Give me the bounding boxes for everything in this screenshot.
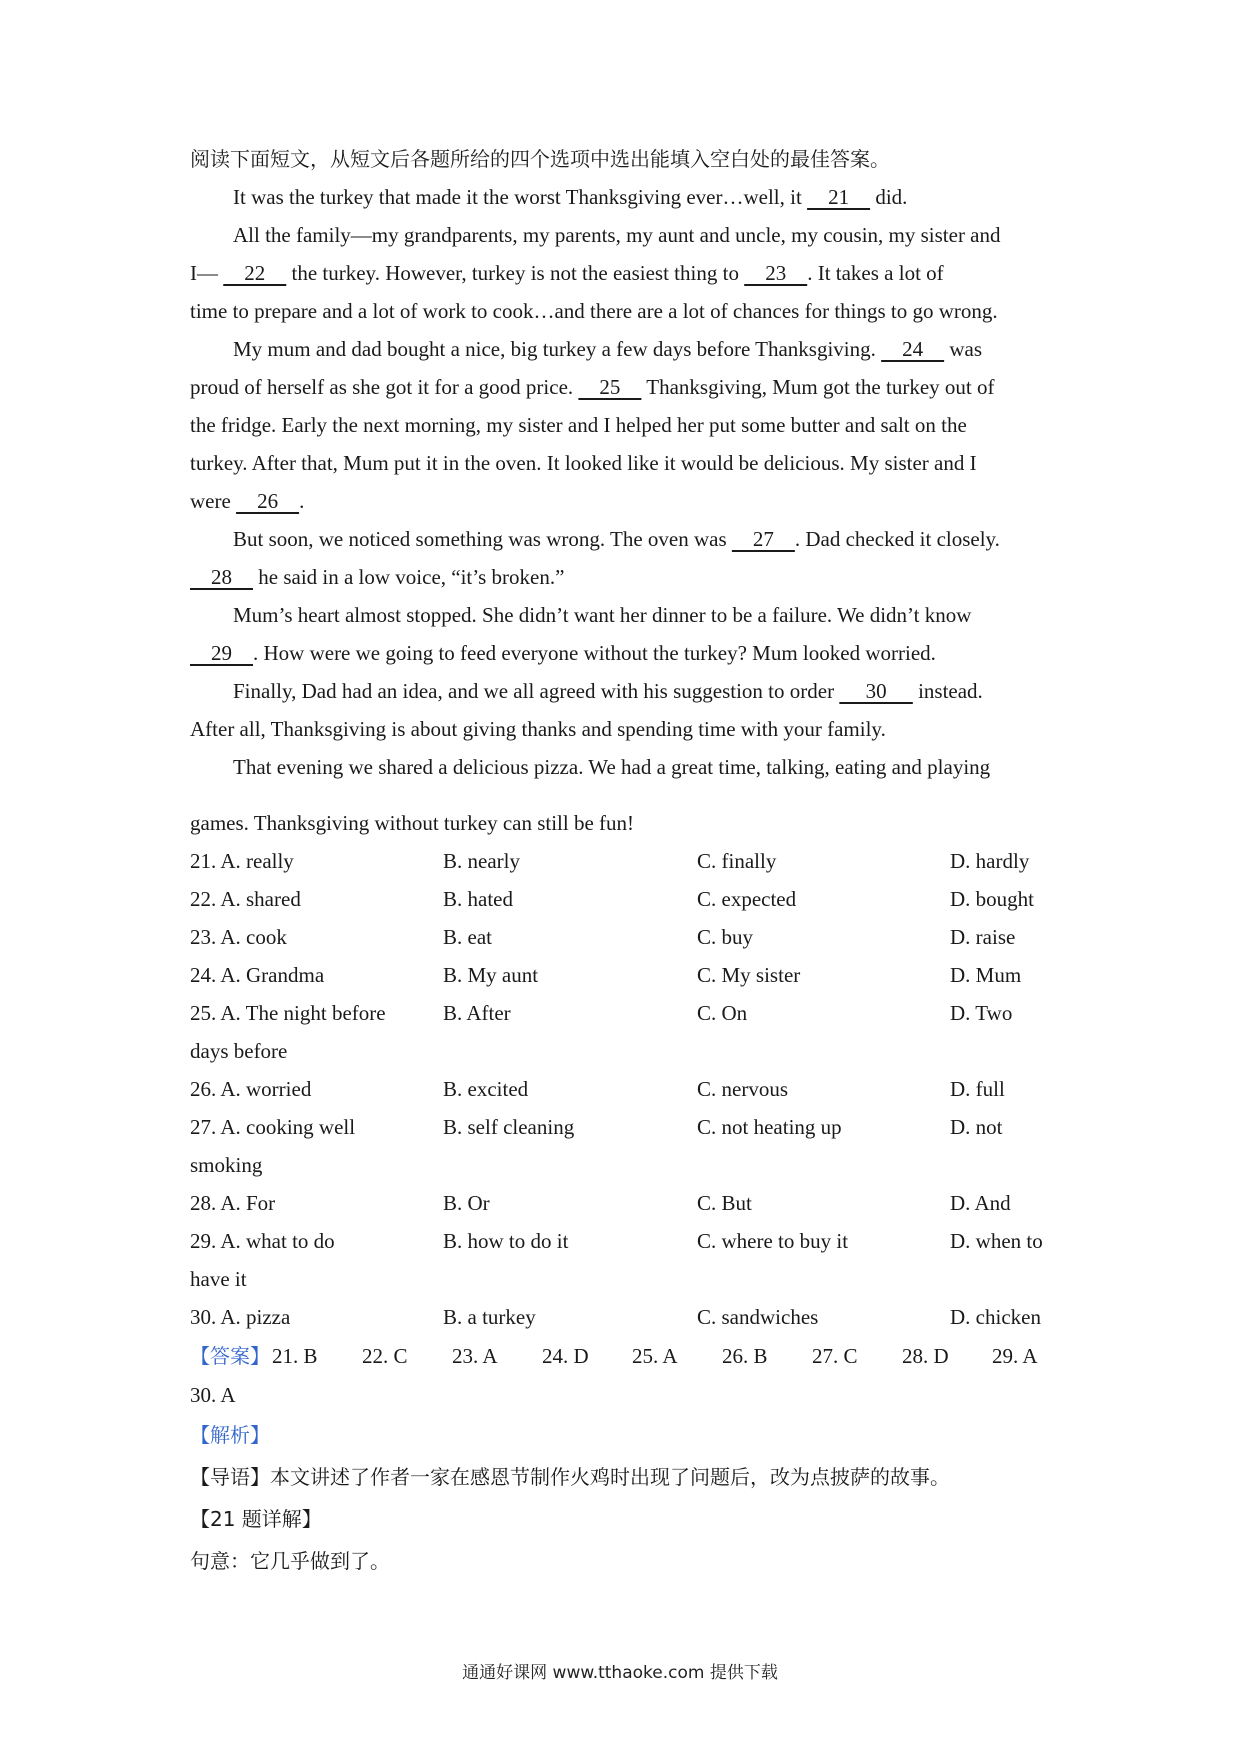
- blank-24: 24: [881, 337, 945, 361]
- instruction: 阅读下面短文，从短文后各题所给的四个选项中选出能填入空白处的最佳答案。: [190, 147, 890, 171]
- option-d: D. Two: [950, 1001, 1013, 1025]
- blank-28: 28: [190, 565, 253, 589]
- question-row: [190, 1298, 1060, 1336]
- answer-item: 27. C: [812, 1344, 858, 1368]
- option-a: 27. A. cooking well: [190, 1115, 356, 1139]
- option-c: C. finally: [697, 849, 777, 873]
- question-row: [190, 1222, 1060, 1260]
- question-21-heading: 【21 题详解】: [190, 1507, 322, 1531]
- passage-line: turkey. After that, Mum put it in the oven. It looked like it would be delicious. My sister and I: [190, 451, 977, 475]
- option-c: C. nervous: [697, 1077, 788, 1101]
- option-d: D. chicken: [950, 1305, 1041, 1329]
- blank-21: 21: [807, 185, 871, 209]
- option-a: 29. A. what to do: [190, 1229, 335, 1253]
- option-a: 24. A. Grandma: [190, 963, 325, 987]
- answer-label: 【答案】: [190, 1344, 270, 1368]
- page-footer: 通通好课网 www.tthaoke.com 提供下载: [462, 1663, 778, 1683]
- option-b: B. self cleaning: [443, 1115, 575, 1139]
- question-list: [190, 842, 1060, 1336]
- blank-23: 23: [744, 261, 808, 285]
- option-a: 28. A. For: [190, 1191, 276, 1215]
- question-wrap-line: days before: [190, 1039, 288, 1063]
- passage-line: the fridge. Early the next morning, my sister and I helped her put some butter and salt on the: [190, 413, 967, 437]
- option-c: C. sandwiches: [697, 1305, 819, 1329]
- option-c: C. expected: [697, 887, 797, 911]
- answer-key: [190, 1336, 1060, 1376]
- option-b: B. hated: [443, 887, 513, 911]
- option-b: B. nearly: [443, 849, 520, 873]
- document-content: [190, 140, 1060, 1582]
- option-b: B. Or: [443, 1191, 490, 1215]
- answer-item: 28. D: [902, 1344, 949, 1368]
- passage-line: My mum and dad bought a nice, big turkey a few days before Thanksgiving. 24 was: [190, 330, 1060, 368]
- passage-line: proud of herself as she got it for a good price. 25 Thanksgiving, Mum got the turkey out of: [190, 368, 1060, 406]
- option-c: C. But: [697, 1191, 752, 1215]
- option-d: D. when to: [950, 1229, 1043, 1253]
- answer-item: 29. A: [992, 1344, 1038, 1368]
- answer-item: 21. B: [272, 1344, 318, 1368]
- option-c: C. buy: [697, 925, 754, 949]
- option-b: B. a turkey: [443, 1305, 536, 1329]
- answer-item: 25. A: [632, 1344, 678, 1368]
- option-a: 30. A. pizza: [190, 1305, 291, 1329]
- answer-item: 22. C: [362, 1344, 408, 1368]
- question-wrap-line: have it: [190, 1267, 247, 1291]
- question-row: [190, 1108, 1060, 1146]
- option-c: C. where to buy it: [697, 1229, 849, 1253]
- option-a: 23. A. cook: [190, 925, 287, 949]
- option-c: C. On: [697, 1001, 748, 1025]
- blank-26: 26: [236, 489, 300, 513]
- question-wrap-line: smoking: [190, 1153, 263, 1177]
- blank-27: 27: [731, 527, 795, 551]
- option-d: D. hardly: [950, 849, 1030, 873]
- option-d: D. Mum: [950, 963, 1022, 987]
- passage-line: Finally, Dad had an idea, and we all agreed with his suggestion to order 30 instead.: [190, 672, 1060, 710]
- passage-line: were 26 .: [190, 482, 1060, 520]
- option-b: B. After: [443, 1001, 511, 1025]
- question-row: [190, 880, 1060, 918]
- option-a: 26. A. worried: [190, 1077, 312, 1101]
- option-a: 22. A. shared: [190, 887, 301, 911]
- option-c: C. My sister: [697, 963, 801, 987]
- question-row: [190, 918, 1060, 956]
- blank-30: 30: [839, 679, 913, 703]
- passage-line: All the family—my grandparents, my parents, my aunt and uncle, my cousin, my sister and: [233, 223, 1001, 247]
- analysis-label: 【解析】: [190, 1423, 270, 1447]
- passage-line: 28 he said in a low voice, “it’s broken.”: [190, 558, 1060, 596]
- answer-item: 23. A: [452, 1344, 498, 1368]
- option-b: B. how to do it: [443, 1229, 569, 1253]
- option-a: 25. A. The night before: [190, 1001, 386, 1025]
- blank-25: 25: [578, 375, 642, 399]
- question-row: [190, 1184, 1060, 1222]
- option-b: B. eat: [443, 925, 492, 949]
- passage-line: That evening we shared a delicious pizza. We had a great time, talking, eating and playing: [233, 755, 991, 779]
- passage-line: After all, Thanksgiving is about giving thanks and spending time with your family.: [190, 717, 886, 741]
- option-d: D. And: [950, 1191, 1011, 1215]
- option-d: D. bought: [950, 887, 1034, 911]
- option-c: C. not heating up: [697, 1115, 842, 1139]
- answer-item: 24. D: [542, 1344, 589, 1368]
- option-d: D. full: [950, 1077, 1005, 1101]
- option-b: B. My aunt: [443, 963, 539, 987]
- passage-line: Mum’s heart almost stopped. She didn’t want her dinner to be a failure. We didn’t know: [233, 603, 972, 627]
- question-row: [190, 994, 1060, 1032]
- option-d: D. not: [950, 1115, 1003, 1139]
- question-row: [190, 842, 1060, 880]
- passage-line: time to prepare and a lot of work to cook…and there are a lot of chances for things to go wrong.: [190, 299, 998, 323]
- question-row: [190, 956, 1060, 994]
- passage-line: games. Thanksgiving without turkey can still be fun!: [190, 811, 635, 835]
- option-b: B. excited: [443, 1077, 529, 1101]
- option-a: 21. A. really: [190, 849, 294, 873]
- answer-item: 26. B: [722, 1344, 768, 1368]
- blank-22: 22: [223, 261, 287, 285]
- question-21-explanation: 句意：它几乎做到了。: [190, 1549, 390, 1573]
- answer-item-last: 30. A: [190, 1383, 236, 1407]
- passage-line: I— 22 the turkey. However, turkey is not the easiest thing to 23 . It takes a lot of: [190, 254, 1060, 292]
- question-row: [190, 1070, 1060, 1108]
- passage-line: It was the turkey that made it the worst Thanksgiving ever…well, it 21 did.: [190, 178, 1060, 216]
- passage-line: 29 . How were we going to feed everyone without the turkey? Mum looked worried.: [190, 634, 1060, 672]
- analysis-intro: 【导语】本文讲述了作者一家在感恩节制作火鸡时出现了问题后，改为点披萨的故事。: [190, 1465, 950, 1489]
- blank-29: 29: [190, 641, 253, 665]
- option-d: D. raise: [950, 925, 1016, 949]
- passage-line: But soon, we noticed something was wrong. The oven was 27 . Dad checked it closely.: [190, 520, 1060, 558]
